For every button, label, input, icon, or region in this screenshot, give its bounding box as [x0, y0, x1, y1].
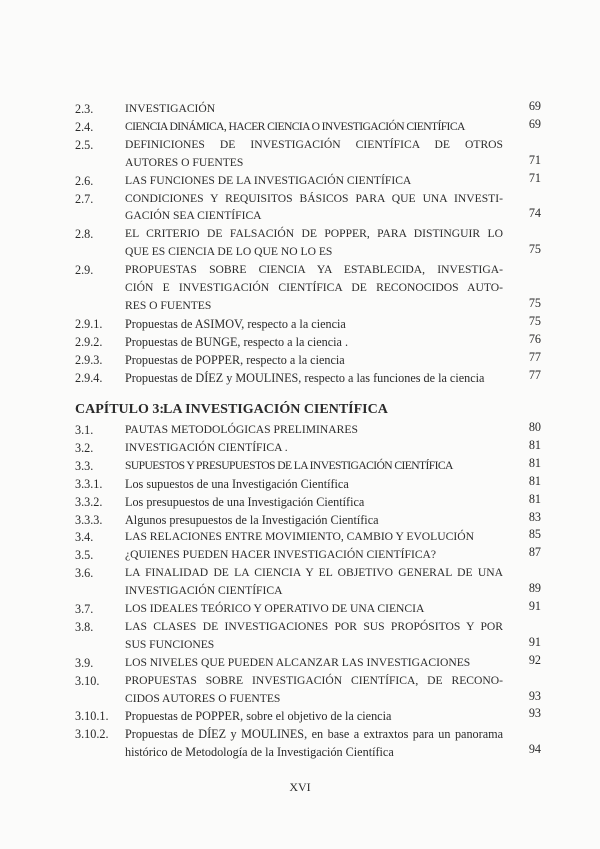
entry-title: Propuestas de DÍEZ y MOULINES, en base a extraxtos para un panorama — [125, 727, 503, 742]
entry-title: AUTORES O FUENTES — [125, 155, 244, 169]
toc-entry — [0, 261, 600, 279]
entry-title: LOS IDEALES TEÓRICO Y OPERATIVO DE UNA CIENCIA — [125, 602, 425, 615]
toc-entry — [0, 493, 600, 511]
toc-entry — [0, 618, 600, 636]
entry-title: CIDOS AUTORES O FUENTES — [125, 691, 281, 705]
entry-title: LAS RELACIONES ENTRE MOVIMIENTO, CAMBIO Y EVOLUCIÓN — [125, 530, 474, 544]
toc-entry-continuation — [0, 297, 600, 315]
entry-title: Los supuestos de una Investigación Científica — [125, 476, 349, 491]
entry-page-number: 91 — [528, 634, 541, 649]
entry-page-number: 87 — [528, 545, 541, 560]
toc-entry — [0, 672, 600, 690]
toc-entry — [0, 528, 600, 546]
entry-title: CONDICIONES Y REQUISITOS BÁSICOS PARA QUE UNA INVESTI- — [125, 191, 503, 205]
entry-page-number: 74 — [528, 206, 541, 221]
toc-entry — [0, 654, 600, 672]
entry-number: 2.8. — [75, 227, 94, 242]
toc-entry-continuation — [0, 690, 600, 708]
entry-page-number: 71 — [528, 152, 541, 167]
entry-number: 3.1. — [75, 423, 94, 437]
entry-title: ¿QUIENES PUEDEN HACER INVESTIGACIÓN CIENTÍFICA? — [125, 548, 437, 562]
entry-title: Los presupuestos de una Investigación Científica — [125, 494, 365, 509]
toc-entry-continuation — [0, 154, 600, 172]
entry-number: 3.8. — [75, 619, 94, 634]
entry-page-number: 69 — [528, 116, 541, 131]
toc-entry — [0, 421, 600, 439]
entry-page-number: 75 — [528, 313, 541, 328]
toc-entry — [0, 369, 600, 387]
entry-number: 2.6. — [75, 173, 94, 188]
entry-page-number: 93 — [528, 688, 541, 703]
toc-entry — [0, 190, 600, 208]
entry-title: QUE ES CIENCIA DE LO QUE NO LO ES — [125, 245, 333, 259]
entry-title: GACIÓN SEA CIENTÍFICA — [125, 209, 262, 223]
entry-title: Propuestas de DÍEZ y MOULINES, respecto a las funciones de la ciencia — [125, 370, 485, 385]
entry-number: 3.3. — [75, 458, 94, 473]
entry-title: DEFINICIONES DE INVESTIGACIÓN CIENTÍFICA DE OTROS — [125, 137, 503, 151]
entry-page-number: 85 — [528, 527, 541, 542]
entry-page-number: 89 — [528, 581, 541, 596]
toc-entry — [0, 439, 600, 457]
chapter-title: LA INVESTIGACIÓN CIENTÍFICA — [163, 402, 388, 417]
entry-page-number: 77 — [528, 349, 541, 364]
entry-page-number: 94 — [528, 742, 541, 757]
entry-number: 3.9. — [75, 655, 94, 670]
entry-page-number: 92 — [528, 652, 541, 667]
chapter-heading — [75, 402, 388, 418]
entry-page-number: 93 — [528, 706, 541, 721]
toc-entry — [0, 351, 600, 369]
entry-page-number: 81 — [528, 473, 541, 488]
entry-title: SUPUESTOS Y PRESUPUESTOS DE LA INVESTIGACIÓN CIENTÍFICA — [125, 458, 453, 472]
entry-page-number: 83 — [528, 509, 541, 524]
entry-page-number: 91 — [528, 599, 541, 613]
toc-entry — [0, 546, 600, 564]
entry-page-number: 81 — [528, 455, 541, 470]
toc-entry-continuation — [0, 743, 600, 761]
entry-number: 3.2. — [75, 440, 94, 455]
toc-entry — [0, 457, 600, 475]
toc-entry — [0, 707, 600, 725]
chapter-label: CAPÍTULO 3: — [75, 402, 165, 417]
toc-entry-continuation — [0, 207, 600, 225]
entry-title: SUS FUNCIONES — [125, 637, 215, 651]
entry-page-number: 69 — [528, 99, 541, 113]
entry-title: PROPUESTAS SOBRE INVESTIGACIÓN CIENTÍFICA, DE RECONO- — [125, 673, 503, 687]
toc-entry — [0, 333, 600, 351]
toc-entry — [0, 600, 600, 618]
entry-number: 3.3.2. — [75, 494, 103, 509]
entry-title: PROPUESTAS SOBRE CIENCIA YA ESTABLECIDA, INVESTIGA- — [125, 263, 503, 277]
entry-page-number: 75 — [528, 242, 541, 257]
entry-number: 3.4. — [75, 530, 94, 545]
entry-title: RES O FUENTES — [125, 298, 212, 312]
entry-number: 2.3. — [75, 102, 94, 116]
entry-number: 2.9.4. — [75, 370, 103, 385]
toc-entry — [0, 118, 600, 136]
toc-entry-continuation — [0, 243, 600, 261]
toc-entry — [0, 511, 600, 529]
entry-number: 3.10.2. — [75, 727, 109, 742]
toc-entry — [0, 136, 600, 154]
entry-page-number: 76 — [528, 331, 541, 346]
entry-title: Propuestas de BUNGE, respecto a la ciencia . — [125, 334, 349, 349]
entry-title: LOS NIVELES QUE PUEDEN ALCANZAR LAS INVESTIGACIONES — [125, 655, 471, 669]
entry-number: 2.9.3. — [75, 352, 103, 367]
toc-entry — [0, 225, 600, 243]
toc-entry — [0, 172, 600, 190]
entry-page-number: 71 — [528, 170, 541, 185]
toc-entry — [0, 100, 600, 118]
toc-entry — [0, 475, 600, 493]
entry-title: Propuestas de POPPER, respecto a la ciencia — [125, 352, 345, 367]
toc-entry — [0, 725, 600, 743]
entry-page-number: 77 — [528, 367, 541, 382]
entry-page-number: 81 — [528, 491, 541, 506]
entry-title: LAS CLASES DE INVESTIGACIONES POR SUS PROPÓSITOS Y POR — [125, 619, 503, 633]
entry-page-number: 75 — [528, 295, 541, 310]
entry-number: 2.9.2. — [75, 334, 103, 349]
entry-title: LA FINALIDAD DE LA CIENCIA Y EL OBJETIVO GENERAL DE UNA — [125, 566, 503, 580]
entry-title: CIENCIA DINÁMICA, HACER CIENCIA O INVESTIGACIÓN CIENTÍFICA — [125, 119, 465, 133]
entry-title: INVESTIGACIÓN CIENTÍFICA — [125, 584, 283, 598]
entry-title: CIÓN E INVESTIGACIÓN CIENTÍFICA DE RECONOCIDOS AUTO- — [125, 281, 503, 294]
entry-title: Algunos presupuestos de la Investigación Científica — [125, 512, 379, 527]
entry-title: INVESTIGACIÓN — [125, 102, 216, 115]
entry-title: Propuestas de POPPER, sobre el objetivo de la ciencia — [125, 709, 392, 724]
entry-number: 3.3.1. — [75, 476, 103, 491]
entry-page-number: 81 — [528, 437, 541, 452]
entry-number: 2.9.1. — [75, 316, 103, 331]
toc-entry-continuation — [0, 636, 600, 654]
entry-number: 3.5. — [75, 548, 94, 563]
toc-entry-continuation — [0, 582, 600, 600]
page-number-footer: XVI — [289, 780, 311, 794]
entry-title: INVESTIGACIÓN CIENTÍFICA . — [125, 440, 288, 454]
entry-title: PAUTAS METODOLÓGICAS PRELIMINARES — [125, 423, 358, 436]
entry-number: 3.7. — [75, 602, 94, 616]
toc-entry — [0, 315, 600, 333]
entry-number: 3.10. — [75, 673, 100, 688]
toc-entry-continuation — [0, 279, 600, 297]
toc-entry — [0, 564, 600, 582]
entry-title: histórico de Metodología de la Investigación Científica — [125, 745, 394, 760]
entry-number: 2.7. — [75, 191, 94, 206]
entry-number: 2.5. — [75, 137, 94, 152]
entry-page-number: 80 — [528, 420, 541, 434]
entry-title: Propuestas de ASIMOV, respecto a la ciencia — [125, 316, 346, 331]
entry-number: 2.4. — [75, 119, 94, 134]
entry-number: 3.10.1. — [75, 709, 109, 724]
entry-title: EL CRITERIO DE FALSACIÓN DE POPPER, PARA DISTINGUIR LO — [125, 227, 503, 241]
entry-number: 3.6. — [75, 566, 94, 581]
entry-title: LAS FUNCIONES DE LA INVESTIGACIÓN CIENTÍFICA — [125, 173, 412, 187]
entry-number: 3.3.3. — [75, 512, 103, 527]
entry-number: 2.9. — [75, 263, 94, 278]
